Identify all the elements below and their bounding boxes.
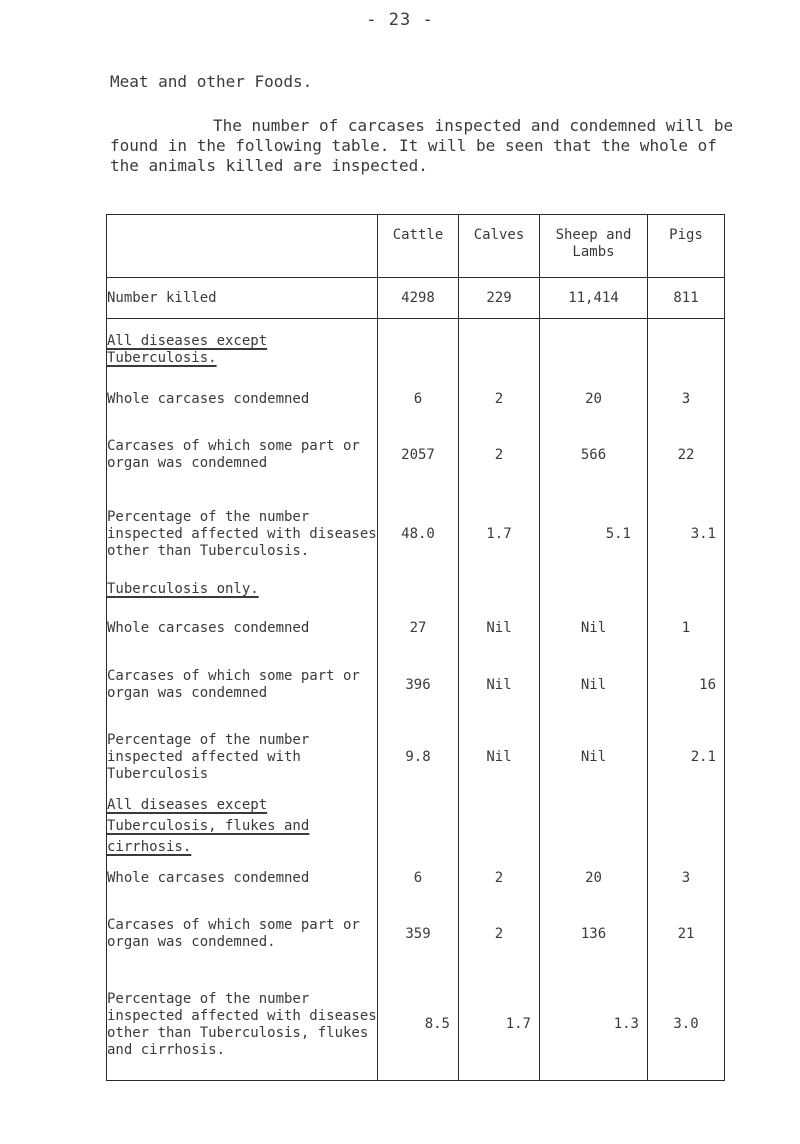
row-label: Percentage of the number inspected affected with diseases other than Tuberculosis. bbox=[107, 491, 378, 577]
cell-pigs: 21 bbox=[648, 898, 725, 970]
table-row bbox=[107, 491, 725, 577]
cell-cattle: 396 bbox=[378, 649, 459, 721]
row-label: Carcases of which some part or organ was condemned bbox=[107, 419, 378, 491]
cell-pigs: 3 bbox=[648, 858, 725, 898]
cell-pigs: 3.0 bbox=[648, 970, 725, 1080]
cell-sheep-lambs: 5.1 bbox=[540, 491, 648, 577]
table-row bbox=[107, 607, 725, 649]
table-row bbox=[107, 379, 725, 419]
header-blank bbox=[107, 215, 378, 278]
cell-cattle: 8.5 bbox=[378, 970, 459, 1080]
table-row bbox=[107, 419, 725, 491]
cell-calves: 2 bbox=[459, 858, 540, 898]
row-label: Percentage of the number inspected affected with Tuberculosis bbox=[107, 721, 378, 793]
table-row bbox=[107, 898, 725, 970]
cell-cattle: 4298 bbox=[378, 278, 459, 319]
row-label: Number killed bbox=[107, 278, 378, 319]
table-row-number-killed bbox=[107, 278, 725, 319]
table-row bbox=[107, 721, 725, 793]
section-heading-row bbox=[107, 793, 725, 858]
cell-sheep-lambs: 20 bbox=[540, 379, 648, 419]
page-number: - 23 - bbox=[366, 10, 434, 30]
row-label: Carcases of which some part or organ was condemned bbox=[107, 649, 378, 721]
cell-calves: 2 bbox=[459, 379, 540, 419]
section-heading: Tuberculosis only. bbox=[107, 577, 378, 607]
cell-cattle: 6 bbox=[378, 858, 459, 898]
header-cattle: Cattle bbox=[378, 215, 459, 278]
cell-pigs: 3.1 bbox=[648, 491, 725, 577]
cell-sheep-lambs: 566 bbox=[540, 419, 648, 491]
row-label: Percentage of the number inspected affected with diseases other than Tuberculosis, flukes and cirrhosis. bbox=[107, 970, 378, 1080]
cell-sheep-lambs: Nil bbox=[540, 607, 648, 649]
cell-calves: 1.7 bbox=[459, 970, 540, 1080]
cell-cattle: 359 bbox=[378, 898, 459, 970]
cell-pigs: 1 bbox=[648, 607, 725, 649]
cell-sheep-lambs: 11,414 bbox=[540, 278, 648, 319]
cell-calves: Nil bbox=[459, 721, 540, 793]
cell-sheep-lambs: 20 bbox=[540, 858, 648, 898]
cell-pigs: 811 bbox=[648, 278, 725, 319]
cell-sheep-lambs: 1.3 bbox=[540, 970, 648, 1080]
cell-calves: 229 bbox=[459, 278, 540, 319]
cell-calves: 2 bbox=[459, 419, 540, 491]
table-row bbox=[107, 858, 725, 898]
header-pigs: Pigs bbox=[648, 215, 725, 278]
table-row bbox=[107, 970, 725, 1080]
intro-text: The number of carcases inspected and condemned will be found in the following table. It will be seen that the whole of the animals killed are inspected. bbox=[110, 116, 734, 175]
cell-cattle: 6 bbox=[378, 379, 459, 419]
header-sheep-lambs: Sheep and Lambs bbox=[540, 215, 648, 278]
section-heading-row bbox=[107, 577, 725, 607]
cell-cattle: 48.0 bbox=[378, 491, 459, 577]
cell-calves: 2 bbox=[459, 898, 540, 970]
section-heading-row bbox=[107, 319, 725, 380]
cell-calves: Nil bbox=[459, 607, 540, 649]
cell-sheep-lambs: Nil bbox=[540, 649, 648, 721]
cell-cattle: 27 bbox=[378, 607, 459, 649]
header-calves: Calves bbox=[459, 215, 540, 278]
row-label: Whole carcases condemned bbox=[107, 607, 378, 649]
cell-cattle: 2057 bbox=[378, 419, 459, 491]
cell-cattle: 9.8 bbox=[378, 721, 459, 793]
row-label: Whole carcases condemned bbox=[107, 858, 378, 898]
cell-calves: 1.7 bbox=[459, 491, 540, 577]
cell-sheep-lambs: 136 bbox=[540, 898, 648, 970]
cell-pigs: 2.1 bbox=[648, 721, 725, 793]
row-label: Carcases of which some part or organ was condemned. bbox=[107, 898, 378, 970]
cell-pigs: 3 bbox=[648, 379, 725, 419]
intro-paragraph bbox=[110, 116, 750, 176]
cell-calves: Nil bbox=[459, 649, 540, 721]
cell-sheep-lambs: Nil bbox=[540, 721, 648, 793]
row-label: Whole carcases condemned bbox=[107, 379, 378, 419]
section-title: Meat and other Foods. bbox=[110, 72, 313, 91]
section-heading: All diseases except Tuberculosis. bbox=[107, 319, 378, 380]
section-heading: All diseases except Tuberculosis, flukes and cirrhosis. bbox=[107, 793, 378, 858]
inspection-table bbox=[106, 214, 725, 1081]
table-header-row bbox=[107, 215, 725, 278]
table-row bbox=[107, 649, 725, 721]
cell-pigs: 22 bbox=[648, 419, 725, 491]
cell-pigs: 16 bbox=[648, 649, 725, 721]
